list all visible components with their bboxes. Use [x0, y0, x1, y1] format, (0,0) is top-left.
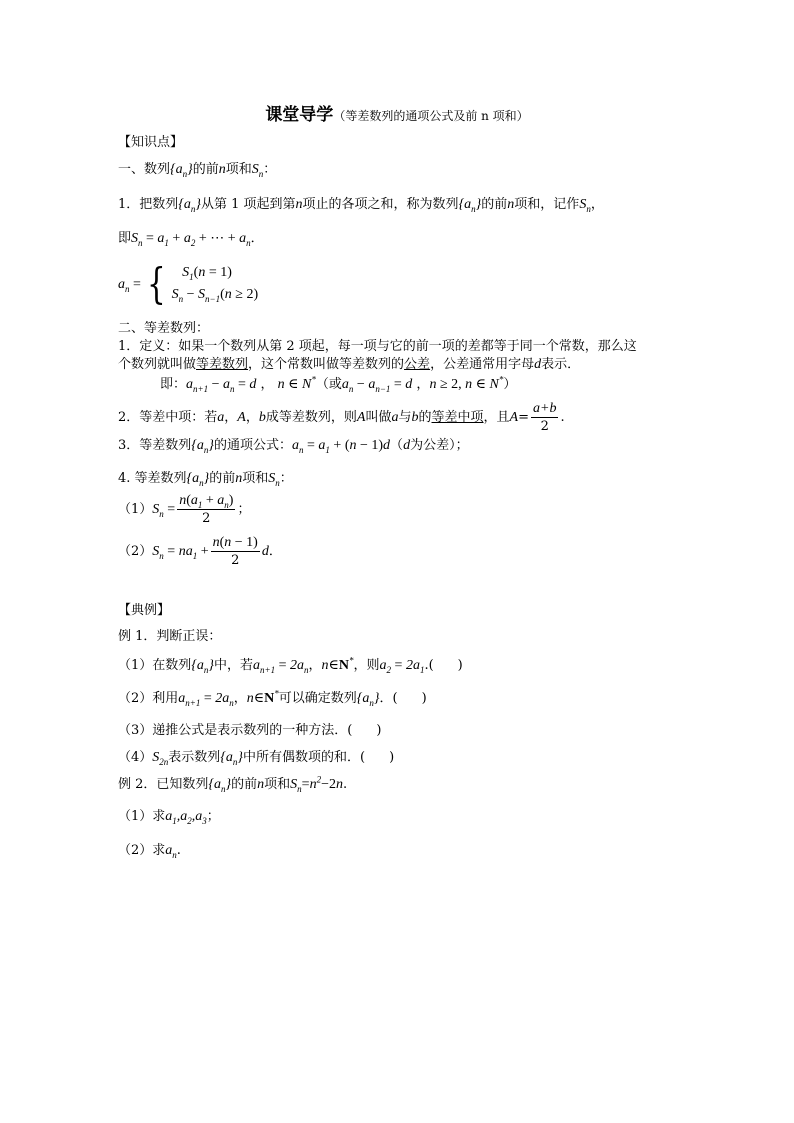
- ex1-q2: （2）利用$a_{n+1} = 2a_n$，n∈N*可以确定数列$\{a_n\}$．( ): [118, 688, 427, 708]
- general-term-formula: 3．等差数列$\{a_n\}$的通项公式：$a_n = a_1 + (n - 1)d(d$为公差）；: [118, 438, 469, 455]
- mid-term-line: 2．等差中项：若a，A，b成等差数列，则A叫做a与b的等差中项，且A= $\frac{a+b}{2}$ .: [118, 401, 565, 434]
- sum-formula-1: $(1)S_n$ = $\frac{n(a_1 + a_n)}{2}$ ；: [118, 493, 251, 526]
- ex2-heading: 例 2．已知数列$\{a_n\}$的前n项和$S_n=n^2-2n$.: [118, 774, 348, 794]
- sec2-heading: 二、等差数列：: [118, 321, 210, 336]
- page-title: [0, 100, 794, 125]
- ex2-q1: （1）求$a_1,a_2,a_3$；: [118, 809, 220, 826]
- section-example-heading: 【典例】: [118, 603, 171, 618]
- ex1-q4: $(4)S_{2n}$表示数列$\{a_n\}$中所有偶数项的和．( ): [118, 750, 395, 767]
- item1-formula: 即$S_n = a_1 + a_2$ + ⋯ + $a_n$．: [118, 231, 264, 248]
- ex1-q1: （1）在数列$\{a_n\}$中，若$a_{n+1} = 2a_n$，n∈N*，则$a_2 = 2a_1$.( ): [118, 655, 463, 675]
- title-sub: （等差数列的通项公式及前 n 项和）: [333, 109, 529, 123]
- an-piecewise-formula: $a_n$ = { $S_1(n = 1)$ $S_n - S_{n-1}(n \ge 2)$: [118, 259, 259, 308]
- sum-heading: 4. 等差数列$\{a_n\}$的前n项和$S_n$：: [118, 471, 293, 488]
- section-knowledge-heading: 【知识点】: [118, 135, 184, 150]
- def-line1: 1．定义：如果一个数列从第 2 项起，每一项与它的前一项的差都等于同一个常数，那么这: [118, 339, 637, 354]
- ex1-q3: （3）递推公式是表示数列的一种方法．( ): [118, 723, 382, 738]
- title-main: 课堂导学: [265, 105, 334, 125]
- def-line2: 个数列就叫做等差数列，这个常数叫做等差数列的公差，公差通常用字母d表示．: [118, 357, 581, 372]
- sum-formula-2: $(2)S_n = na_1$ + $\frac{n(n - 1)}{2}$ d．: [118, 535, 282, 568]
- ex1-heading: 例 1．判断正误：: [118, 629, 222, 644]
- sec1-heading: 一、数列$\{a_n\}$的前n项和$S_n$：: [118, 162, 277, 179]
- item1-definition: 1．把数列$\{a_n\}$从第 1 项起到第n项止的各项之和，称为数列$\{a_n\}$的前n项和，记作$S_n$，: [118, 197, 604, 214]
- def-line3: 即：$a_{n+1} - a_n = d$ ， n ∈ N*（或$a_n - a_{n-1} = d$ ，n ≥ 2, n ∈ N*）: [160, 374, 517, 394]
- ex2-q2: （2）求$a_n$.: [118, 843, 181, 860]
